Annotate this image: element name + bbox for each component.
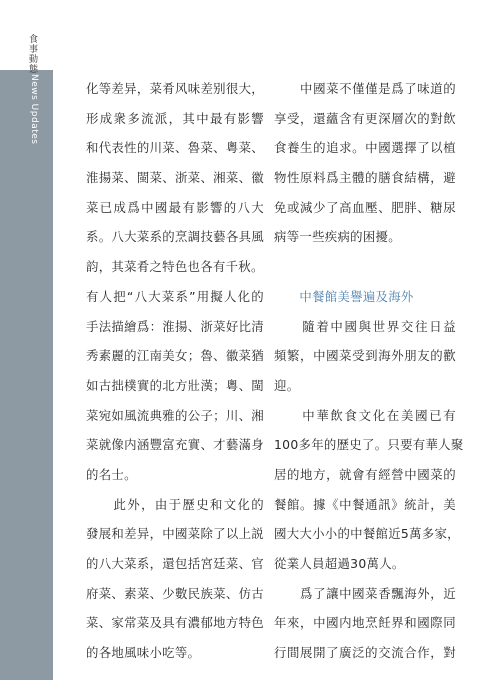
body-text-line: 形成衆多流派，其中最有影響 xyxy=(86,110,264,126)
body-text-line: 100多年的歷史了。只要有華人聚 xyxy=(274,437,464,453)
body-text-line: 發展和差异，中國菜除了以上説 xyxy=(86,526,264,542)
text-column-left xyxy=(86,79,264,673)
body-text-line: 淮揚菜、閩菜、浙菜、湘菜、徽 xyxy=(86,170,264,186)
body-text-line: 免或減少了高血壓、肥胖、糖尿 xyxy=(274,199,456,215)
body-text-line: 的名士。 xyxy=(86,466,137,482)
body-text-line: 手法描繪爲：淮揚、浙菜好比清 xyxy=(86,318,264,334)
body-text-line: 從業人員超過30萬人。 xyxy=(274,556,405,571)
body-text-line: 和代表性的川菜、魯菜、粵菜、 xyxy=(86,140,264,156)
body-text-line: 病等一些疾病的困擾。 xyxy=(274,229,401,245)
body-text-line: 食養生的追求。中國選擇了以植 xyxy=(274,140,456,156)
body-text-line: 秀素麗的江南美女；魯、徽菜猶 xyxy=(86,348,264,364)
side-bar xyxy=(0,0,53,680)
body-text-line: 頻繁，中國菜受到海外朋友的歡 xyxy=(274,348,456,364)
body-text-line: 菜、家常菜及具有濃郁地方特色 xyxy=(86,615,264,631)
section-label-english: News Updates xyxy=(29,74,39,145)
body-text-line: 行間展開了廣泛的交流合作，對 xyxy=(274,645,456,661)
body-text-line: 韵，其菜肴之特色也各有千秋。 xyxy=(86,259,264,275)
body-text-line: 爲了讓中國菜香飄海外，近 xyxy=(274,585,456,601)
body-text-line: 府菜、素菜、少數民族菜、仿古 xyxy=(86,585,264,601)
body-text-line: 系。八大菜系的烹調技藝各具風 xyxy=(86,229,264,245)
body-text-line: 有人把“八大菜系”用擬人化的 xyxy=(86,288,264,304)
body-text-line: 年來，中國内地烹飪界和國際同 xyxy=(274,615,456,631)
section-heading: 中餐館美譽遍及海外 xyxy=(274,288,414,304)
body-text-line: 中華飲食文化在美國已有 xyxy=(274,407,456,423)
body-text-line: 的各地風味小吃等。 xyxy=(86,645,201,661)
body-text-line: 菜已成爲中國最有影響的八大 xyxy=(86,199,264,215)
blank-line xyxy=(274,257,456,287)
body-text-line: 居的地方，就會有經營中國菜的 xyxy=(274,466,456,482)
body-text-line: 化等差异，菜肴风味差别很大， xyxy=(86,81,264,96)
body-text-line: 此外，由于歷史和文化的 xyxy=(86,496,264,512)
body-text-line: 菜宛如風流典雅的公子；川、湘 xyxy=(86,407,264,423)
section-label-chinese: 食事動態 xyxy=(27,34,37,74)
body-text-line: 迎。 xyxy=(274,377,300,393)
body-text-line: 中國菜不僅僅是爲了味道的 xyxy=(274,81,456,96)
body-text-line: 享受，還蘊含有更深層次的對飲 xyxy=(274,110,456,126)
text-column-right xyxy=(274,79,464,673)
body-text-line: 物性原料爲主體的膳食結構，避 xyxy=(274,170,456,186)
body-text-line: 隨着中國與世界交往日益 xyxy=(274,318,456,334)
body-text-line: 國大大小小的中餐館近5萬多家， xyxy=(274,526,460,542)
body-text-line: 餐館。據《中餐通訊》統計，美 xyxy=(274,496,456,512)
body-text-line: 如古拙樸實的北方壯漢；粵、閩 xyxy=(86,377,264,393)
body-text-line: 菜就像内涵豐富充實、才藝滿身 xyxy=(86,437,264,453)
body-text-line: 的八大菜系，還包括宮廷菜、官 xyxy=(86,556,264,571)
